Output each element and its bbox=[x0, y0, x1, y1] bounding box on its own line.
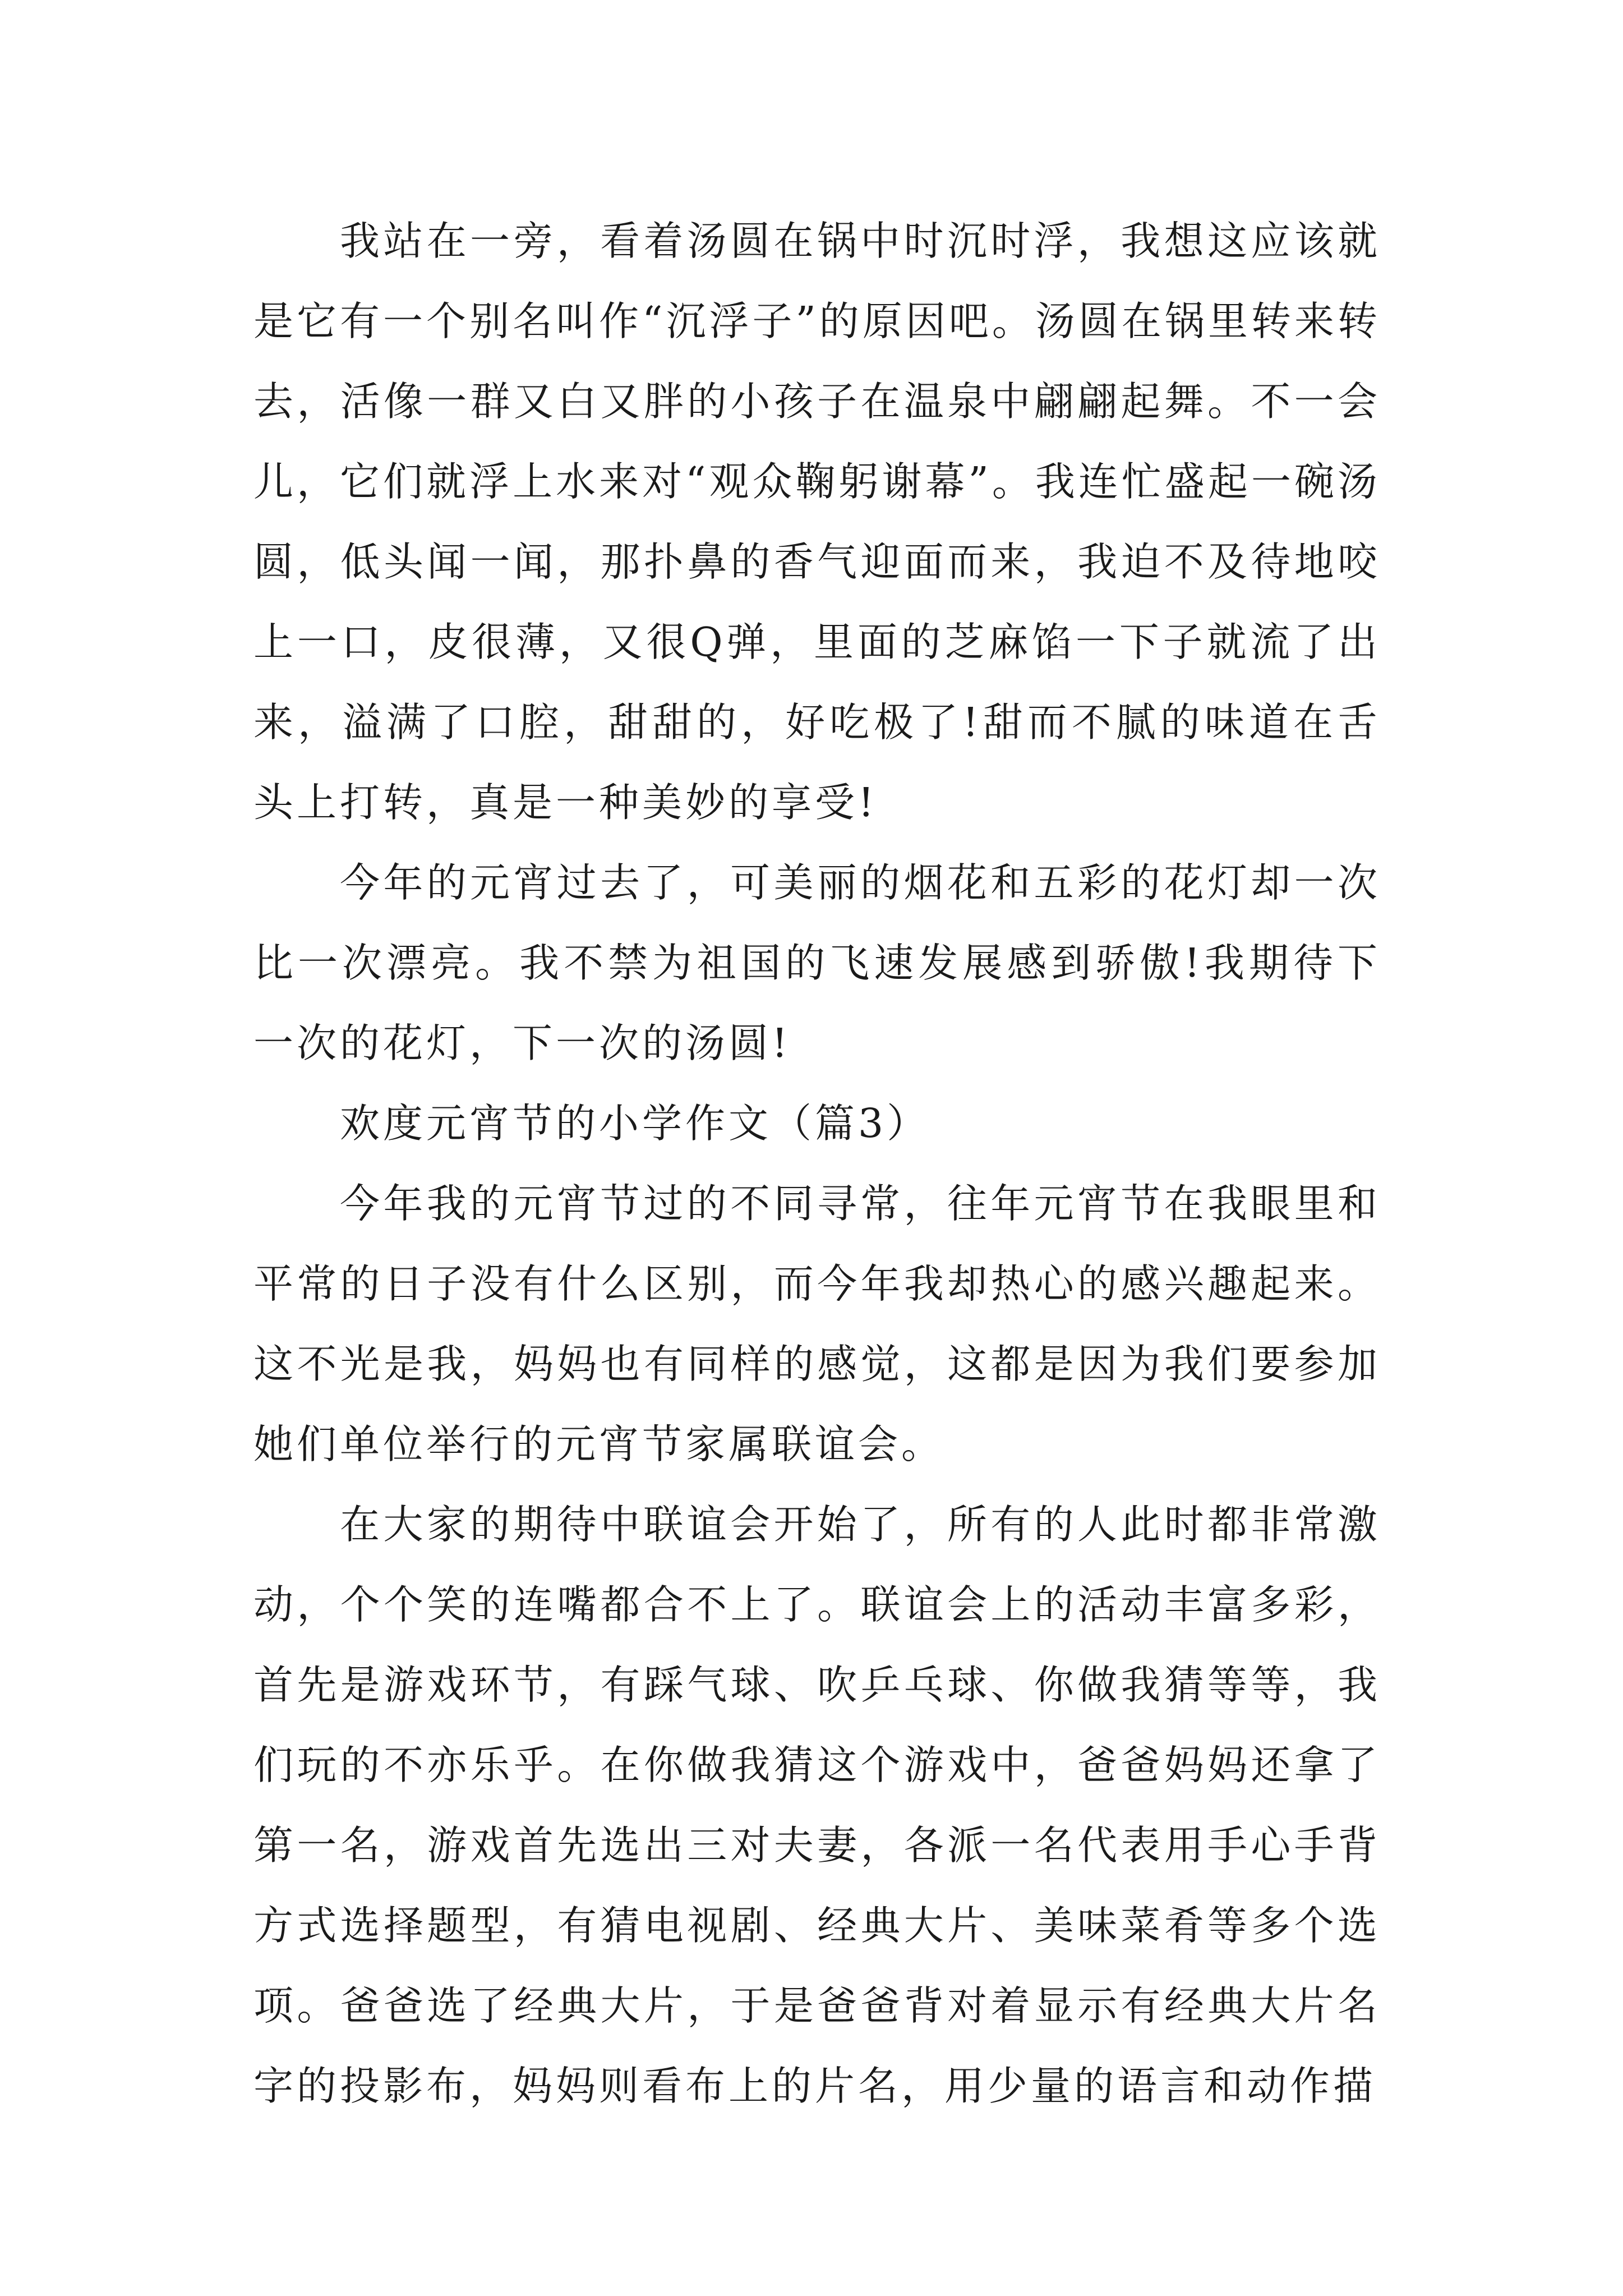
document-body bbox=[253, 201, 1381, 2126]
paragraph: 我站在一旁，看着汤圆在锅中时沉时浮，我想这应该就是它有一个别名叫作“沉浮子”的原因吧。汤圆在锅里转来转去，活像一群又白又胖的小孩子在温泉中翩翩起舞。不一会儿，它们就浮上水来对“观众鞠躬谢幕”。我连忙盛起一碗汤圆，低头闻一闻，那扑鼻的香气迎面而来，我迫不及待地咬上一口，皮很薄，又很Q弹，里面的芝麻馅一下子就流了出来，溢满了口腔，甜甜的，好吃极了!甜而不腻的味道在舌头上打转，真是一种美妙的享受! bbox=[253, 218, 1381, 826]
section-heading: 欢度元宵节的小学作文（篇3） bbox=[340, 1100, 930, 1147]
paragraph: 今年的元宵过去了，可美丽的烟花和五彩的花灯却一次比一次漂亮。我不禁为祖国的飞速发展感到骄傲!我期待下一次的花灯，下一次的汤圆! bbox=[253, 859, 1381, 1066]
paragraph: 在大家的期待中联谊会开始了，所有的人此时都非常激动，个个笑的连嘴都合不上了。联谊会上的活动丰富多彩，首先是游戏环节，有踩气球、吹乒乓球、你做我猜等等，我们玩的不亦乐乎。在你做我猜这个游戏中，爸爸妈妈还拿了第一名，游戏首先选出三对夫妻，各派一名代表用手心手背方式选择题型，有猜电视剧、经典大片、美味菜肴等多个选项。爸爸选了经典大片，于是爸爸背对着显示有经典大片名字的投影布，妈妈则看布上的片名，用少量的语言和动作描 bbox=[253, 1501, 1381, 2109]
paragraph: 今年我的元宵节过的不同寻常，往年元宵节在我眼里和平常的日子没有什么区别，而今年我却热心的感兴趣起来。这不光是我，妈妈也有同样的感觉，这都是因为我们要参加她们单位举行的元宵节家属联谊会。 bbox=[253, 1180, 1381, 1467]
